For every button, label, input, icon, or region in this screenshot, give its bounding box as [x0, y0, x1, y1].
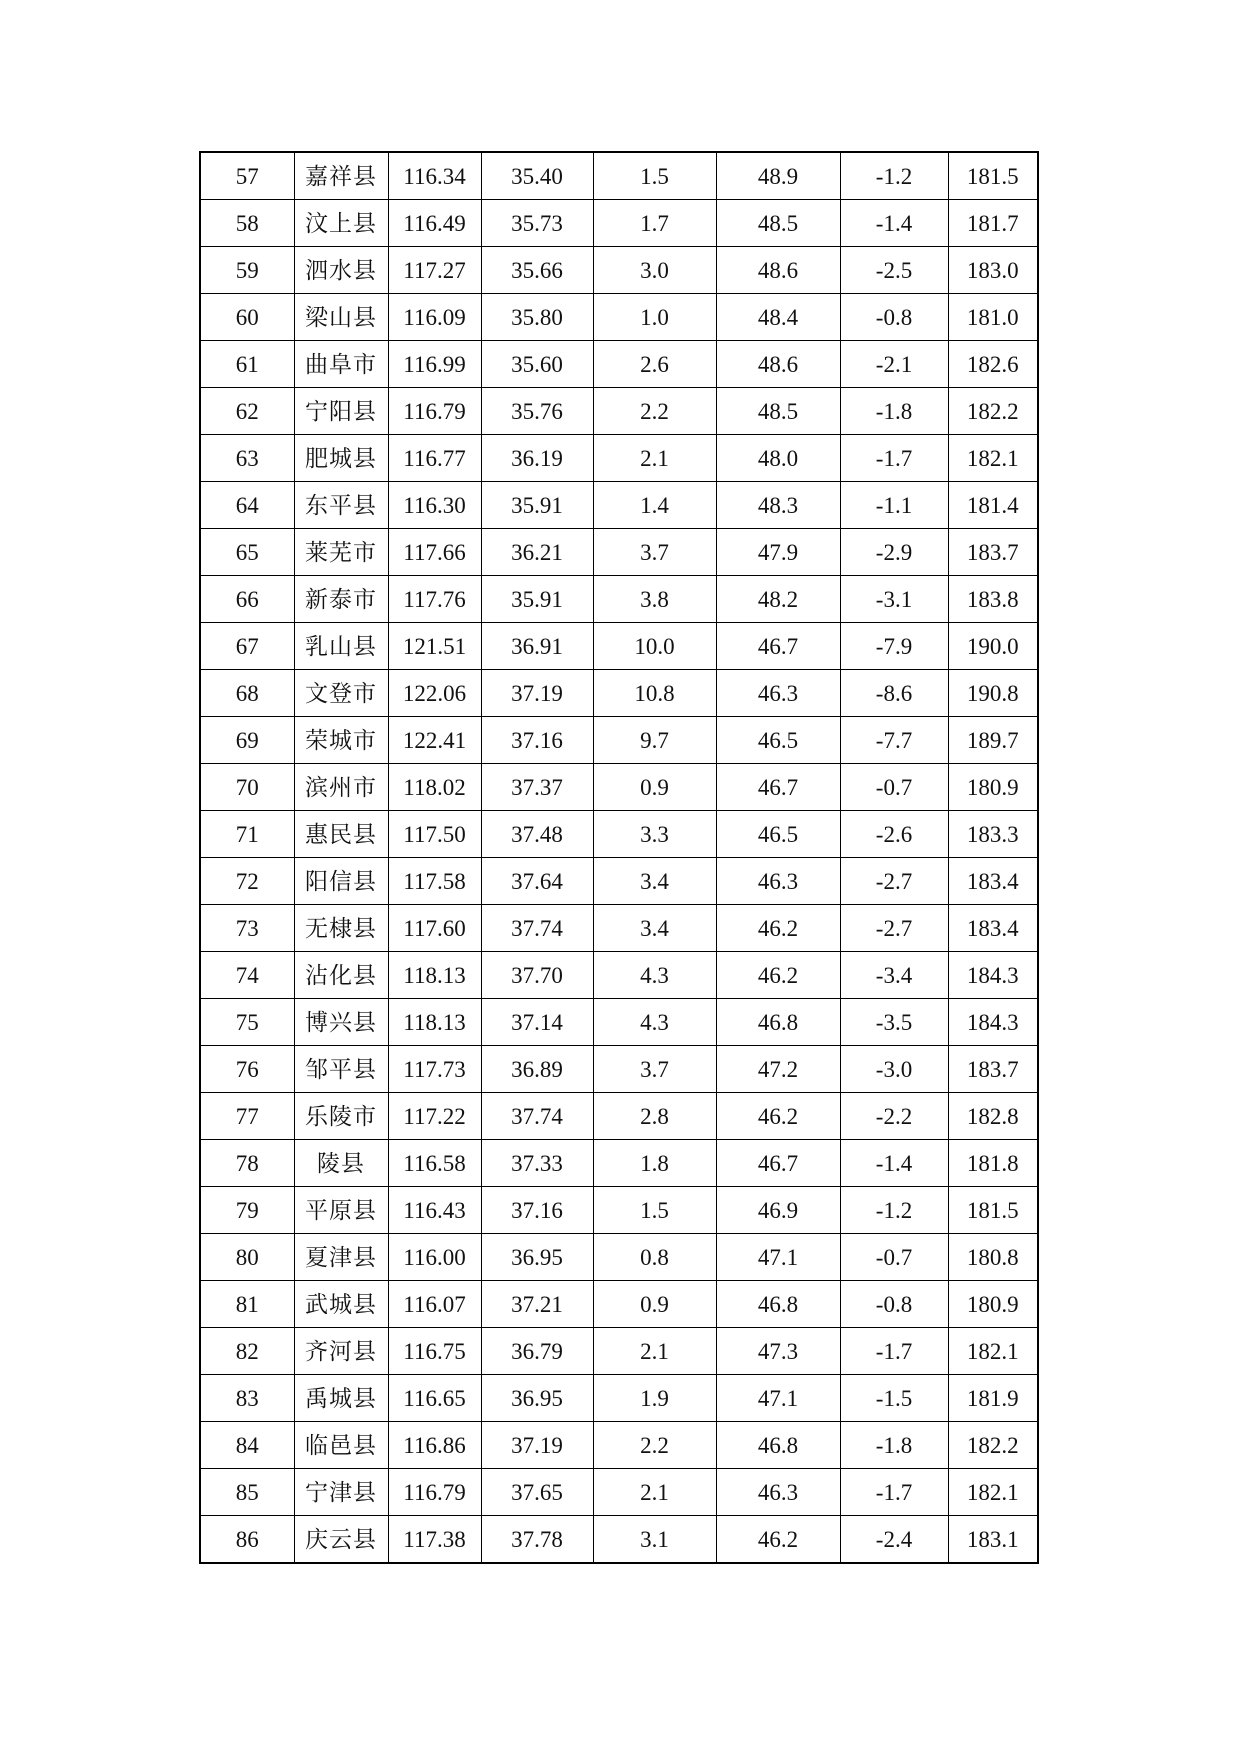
cell-value-b: 46.2: [716, 952, 840, 999]
cell-latitude: 37.19: [481, 670, 593, 717]
cell-value-a: 3.4: [593, 905, 716, 952]
cell-longitude: 116.58: [388, 1140, 481, 1187]
cell-value-b: 46.7: [716, 623, 840, 670]
cell-latitude: 37.48: [481, 811, 593, 858]
table-row: [200, 482, 1038, 529]
cell-value-b: 48.5: [716, 388, 840, 435]
cell-value-c: -2.9: [840, 529, 948, 576]
cell-value-b: 46.5: [716, 811, 840, 858]
cell-value-d: 182.8: [948, 1093, 1038, 1140]
cell-value-b: 48.6: [716, 341, 840, 388]
cell-value-d: 183.7: [948, 1046, 1038, 1093]
cell-index: 76: [200, 1046, 294, 1093]
cell-latitude: 37.33: [481, 1140, 593, 1187]
cell-value-b: 47.1: [716, 1375, 840, 1422]
cell-latitude: 35.73: [481, 200, 593, 247]
cell-county-name: 宁津县: [294, 1469, 388, 1516]
cell-latitude: 35.91: [481, 576, 593, 623]
cell-latitude: 36.91: [481, 623, 593, 670]
cell-latitude: 37.74: [481, 905, 593, 952]
cell-county-name: 汶上县: [294, 200, 388, 247]
cell-index: 57: [200, 152, 294, 200]
cell-value-d: 183.1: [948, 1516, 1038, 1564]
cell-index: 72: [200, 858, 294, 905]
cell-value-b: 46.3: [716, 858, 840, 905]
cell-longitude: 116.77: [388, 435, 481, 482]
cell-longitude: 116.79: [388, 1469, 481, 1516]
cell-longitude: 116.99: [388, 341, 481, 388]
cell-value-c: -1.7: [840, 435, 948, 482]
cell-value-c: -3.1: [840, 576, 948, 623]
table-row: [200, 529, 1038, 576]
cell-value-b: 46.7: [716, 1140, 840, 1187]
cell-value-c: -1.4: [840, 1140, 948, 1187]
cell-county-name: 乐陵市: [294, 1093, 388, 1140]
cell-value-a: 10.0: [593, 623, 716, 670]
cell-latitude: 35.60: [481, 341, 593, 388]
cell-index: 61: [200, 341, 294, 388]
cell-value-b: 48.5: [716, 200, 840, 247]
cell-index: 65: [200, 529, 294, 576]
cell-value-d: 183.3: [948, 811, 1038, 858]
cell-value-d: 181.7: [948, 200, 1038, 247]
cell-latitude: 37.65: [481, 1469, 593, 1516]
cell-value-d: 182.1: [948, 435, 1038, 482]
cell-value-c: -0.7: [840, 764, 948, 811]
cell-county-name: 曲阜市: [294, 341, 388, 388]
cell-value-d: 182.2: [948, 388, 1038, 435]
cell-index: 82: [200, 1328, 294, 1375]
cell-value-a: 9.7: [593, 717, 716, 764]
table-row: [200, 999, 1038, 1046]
table-row: [200, 152, 1038, 200]
cell-value-a: 1.5: [593, 1187, 716, 1234]
cell-longitude: 117.76: [388, 576, 481, 623]
cell-latitude: 37.74: [481, 1093, 593, 1140]
cell-value-c: -2.2: [840, 1093, 948, 1140]
cell-longitude: 116.49: [388, 200, 481, 247]
cell-longitude: 116.09: [388, 294, 481, 341]
table-row: [200, 1187, 1038, 1234]
cell-value-d: 183.4: [948, 905, 1038, 952]
cell-value-c: -7.9: [840, 623, 948, 670]
cell-value-c: -0.7: [840, 1234, 948, 1281]
table-row: [200, 1469, 1038, 1516]
cell-value-d: 183.4: [948, 858, 1038, 905]
table-row: [200, 1234, 1038, 1281]
cell-latitude: 35.80: [481, 294, 593, 341]
cell-county-name: 莱芜市: [294, 529, 388, 576]
cell-value-d: 189.7: [948, 717, 1038, 764]
cell-value-d: 181.8: [948, 1140, 1038, 1187]
cell-value-d: 180.9: [948, 764, 1038, 811]
cell-value-c: -2.6: [840, 811, 948, 858]
cell-value-b: 46.2: [716, 905, 840, 952]
cell-index: 78: [200, 1140, 294, 1187]
cell-longitude: 118.13: [388, 952, 481, 999]
cell-latitude: 36.21: [481, 529, 593, 576]
cell-index: 83: [200, 1375, 294, 1422]
table-row: [200, 623, 1038, 670]
cell-value-b: 46.3: [716, 670, 840, 717]
table-row: [200, 1281, 1038, 1328]
cell-index: 84: [200, 1422, 294, 1469]
cell-longitude: 122.06: [388, 670, 481, 717]
cell-value-c: -2.1: [840, 341, 948, 388]
cell-index: 81: [200, 1281, 294, 1328]
table-row: [200, 576, 1038, 623]
data-table: [199, 151, 1039, 1564]
table-row: [200, 247, 1038, 294]
table-row: [200, 341, 1038, 388]
cell-value-d: 190.8: [948, 670, 1038, 717]
cell-value-b: 46.3: [716, 1469, 840, 1516]
table-row: [200, 905, 1038, 952]
cell-county-name: 平原县: [294, 1187, 388, 1234]
cell-value-d: 190.0: [948, 623, 1038, 670]
cell-value-b: 48.0: [716, 435, 840, 482]
cell-latitude: 36.79: [481, 1328, 593, 1375]
cell-value-d: 183.0: [948, 247, 1038, 294]
table-row: [200, 294, 1038, 341]
cell-county-name: 齐河县: [294, 1328, 388, 1375]
cell-index: 80: [200, 1234, 294, 1281]
cell-index: 77: [200, 1093, 294, 1140]
cell-value-a: 3.3: [593, 811, 716, 858]
cell-value-d: 181.0: [948, 294, 1038, 341]
table-row: [200, 952, 1038, 999]
table-row: [200, 1422, 1038, 1469]
cell-value-d: 183.7: [948, 529, 1038, 576]
table-row: [200, 858, 1038, 905]
cell-latitude: 36.95: [481, 1375, 593, 1422]
cell-county-name: 无棣县: [294, 905, 388, 952]
table-body: [200, 152, 1038, 1563]
table-row: [200, 435, 1038, 482]
cell-longitude: 116.34: [388, 152, 481, 200]
cell-value-a: 3.7: [593, 1046, 716, 1093]
cell-longitude: 117.73: [388, 1046, 481, 1093]
cell-latitude: 37.14: [481, 999, 593, 1046]
cell-county-name: 惠民县: [294, 811, 388, 858]
cell-value-a: 0.8: [593, 1234, 716, 1281]
cell-index: 85: [200, 1469, 294, 1516]
cell-index: 66: [200, 576, 294, 623]
cell-index: 62: [200, 388, 294, 435]
cell-value-a: 3.1: [593, 1516, 716, 1564]
cell-value-d: 182.6: [948, 341, 1038, 388]
cell-value-a: 1.8: [593, 1140, 716, 1187]
cell-county-name: 滨州市: [294, 764, 388, 811]
cell-latitude: 37.16: [481, 1187, 593, 1234]
cell-value-a: 2.6: [593, 341, 716, 388]
cell-county-name: 阳信县: [294, 858, 388, 905]
cell-value-c: -1.2: [840, 152, 948, 200]
cell-latitude: 35.76: [481, 388, 593, 435]
table-row: [200, 1375, 1038, 1422]
cell-index: 69: [200, 717, 294, 764]
cell-county-name: 临邑县: [294, 1422, 388, 1469]
cell-longitude: 118.02: [388, 764, 481, 811]
cell-value-d: 181.4: [948, 482, 1038, 529]
cell-county-name: 泗水县: [294, 247, 388, 294]
cell-value-a: 1.7: [593, 200, 716, 247]
cell-value-c: -7.7: [840, 717, 948, 764]
cell-longitude: 122.41: [388, 717, 481, 764]
cell-value-a: 2.1: [593, 1328, 716, 1375]
cell-longitude: 116.30: [388, 482, 481, 529]
cell-latitude: 37.21: [481, 1281, 593, 1328]
cell-value-b: 46.7: [716, 764, 840, 811]
cell-longitude: 121.51: [388, 623, 481, 670]
cell-value-d: 183.8: [948, 576, 1038, 623]
cell-value-b: 46.2: [716, 1516, 840, 1564]
cell-value-c: -1.8: [840, 1422, 948, 1469]
cell-latitude: 36.95: [481, 1234, 593, 1281]
cell-value-b: 48.3: [716, 482, 840, 529]
cell-value-b: 46.2: [716, 1093, 840, 1140]
cell-index: 67: [200, 623, 294, 670]
cell-value-b: 46.8: [716, 1281, 840, 1328]
cell-county-name: 庆云县: [294, 1516, 388, 1564]
table-row: [200, 670, 1038, 717]
cell-value-a: 2.1: [593, 435, 716, 482]
cell-value-d: 180.9: [948, 1281, 1038, 1328]
cell-value-c: -2.5: [840, 247, 948, 294]
cell-longitude: 117.58: [388, 858, 481, 905]
cell-value-b: 48.2: [716, 576, 840, 623]
cell-longitude: 117.22: [388, 1093, 481, 1140]
cell-value-b: 46.8: [716, 999, 840, 1046]
cell-index: 68: [200, 670, 294, 717]
cell-longitude: 117.60: [388, 905, 481, 952]
cell-county-name: 荣城市: [294, 717, 388, 764]
cell-value-c: -2.4: [840, 1516, 948, 1564]
cell-latitude: 37.70: [481, 952, 593, 999]
cell-value-d: 181.9: [948, 1375, 1038, 1422]
cell-value-b: 46.9: [716, 1187, 840, 1234]
cell-value-a: 3.0: [593, 247, 716, 294]
cell-longitude: 117.27: [388, 247, 481, 294]
cell-longitude: 116.86: [388, 1422, 481, 1469]
cell-value-a: 1.5: [593, 152, 716, 200]
cell-value-d: 184.3: [948, 999, 1038, 1046]
table-row: [200, 388, 1038, 435]
table-row: [200, 1140, 1038, 1187]
cell-longitude: 117.66: [388, 529, 481, 576]
cell-county-name: 陵县: [294, 1140, 388, 1187]
cell-county-name: 沾化县: [294, 952, 388, 999]
cell-index: 60: [200, 294, 294, 341]
cell-value-b: 47.3: [716, 1328, 840, 1375]
cell-value-b: 46.5: [716, 717, 840, 764]
cell-value-a: 3.4: [593, 858, 716, 905]
cell-index: 79: [200, 1187, 294, 1234]
cell-latitude: 36.19: [481, 435, 593, 482]
table-row: [200, 1093, 1038, 1140]
cell-value-b: 47.9: [716, 529, 840, 576]
cell-value-a: 2.1: [593, 1469, 716, 1516]
cell-latitude: 37.16: [481, 717, 593, 764]
cell-county-name: 嘉祥县: [294, 152, 388, 200]
cell-index: 86: [200, 1516, 294, 1564]
cell-value-c: -3.0: [840, 1046, 948, 1093]
table-row: [200, 200, 1038, 247]
cell-value-d: 182.1: [948, 1328, 1038, 1375]
cell-value-b: 48.6: [716, 247, 840, 294]
cell-value-d: 184.3: [948, 952, 1038, 999]
cell-value-c: -2.7: [840, 858, 948, 905]
cell-value-a: 2.8: [593, 1093, 716, 1140]
cell-county-name: 东平县: [294, 482, 388, 529]
cell-value-c: -1.7: [840, 1328, 948, 1375]
cell-value-a: 1.4: [593, 482, 716, 529]
cell-value-a: 1.9: [593, 1375, 716, 1422]
cell-latitude: 35.66: [481, 247, 593, 294]
cell-index: 71: [200, 811, 294, 858]
cell-value-a: 4.3: [593, 952, 716, 999]
cell-county-name: 宁阳县: [294, 388, 388, 435]
cell-index: 63: [200, 435, 294, 482]
cell-value-c: -2.7: [840, 905, 948, 952]
cell-value-d: 182.1: [948, 1469, 1038, 1516]
cell-value-b: 47.1: [716, 1234, 840, 1281]
table-row: [200, 1516, 1038, 1564]
cell-value-c: -1.1: [840, 482, 948, 529]
cell-value-a: 1.0: [593, 294, 716, 341]
cell-latitude: 37.64: [481, 858, 593, 905]
cell-value-a: 4.3: [593, 999, 716, 1046]
cell-value-d: 181.5: [948, 152, 1038, 200]
cell-longitude: 116.79: [388, 388, 481, 435]
cell-county-name: 博兴县: [294, 999, 388, 1046]
cell-value-d: 181.5: [948, 1187, 1038, 1234]
cell-value-c: -1.8: [840, 388, 948, 435]
cell-county-name: 邹平县: [294, 1046, 388, 1093]
cell-county-name: 文登市: [294, 670, 388, 717]
cell-value-a: 2.2: [593, 1422, 716, 1469]
cell-longitude: 116.43: [388, 1187, 481, 1234]
cell-county-name: 肥城县: [294, 435, 388, 482]
cell-value-a: 0.9: [593, 1281, 716, 1328]
cell-county-name: 武城县: [294, 1281, 388, 1328]
cell-value-a: 10.8: [593, 670, 716, 717]
table-row: [200, 764, 1038, 811]
cell-latitude: 35.91: [481, 482, 593, 529]
cell-county-name: 禹城县: [294, 1375, 388, 1422]
cell-index: 73: [200, 905, 294, 952]
cell-value-c: -1.4: [840, 200, 948, 247]
cell-value-b: 47.2: [716, 1046, 840, 1093]
cell-latitude: 35.40: [481, 152, 593, 200]
cell-latitude: 37.78: [481, 1516, 593, 1564]
cell-value-a: 2.2: [593, 388, 716, 435]
cell-index: 74: [200, 952, 294, 999]
cell-latitude: 36.89: [481, 1046, 593, 1093]
cell-value-b: 46.8: [716, 1422, 840, 1469]
cell-county-name: 乳山县: [294, 623, 388, 670]
cell-index: 64: [200, 482, 294, 529]
cell-value-c: -1.2: [840, 1187, 948, 1234]
cell-value-a: 3.7: [593, 529, 716, 576]
cell-value-a: 3.8: [593, 576, 716, 623]
cell-value-c: -1.7: [840, 1469, 948, 1516]
cell-value-c: -1.5: [840, 1375, 948, 1422]
table-row: [200, 1046, 1038, 1093]
cell-value-d: 180.8: [948, 1234, 1038, 1281]
cell-value-c: -3.4: [840, 952, 948, 999]
cell-latitude: 37.19: [481, 1422, 593, 1469]
cell-longitude: 118.13: [388, 999, 481, 1046]
table-row: [200, 1328, 1038, 1375]
cell-longitude: 116.65: [388, 1375, 481, 1422]
cell-index: 59: [200, 247, 294, 294]
cell-value-d: 182.2: [948, 1422, 1038, 1469]
cell-longitude: 117.50: [388, 811, 481, 858]
cell-index: 70: [200, 764, 294, 811]
cell-value-c: -0.8: [840, 294, 948, 341]
cell-index: 58: [200, 200, 294, 247]
cell-value-c: -3.5: [840, 999, 948, 1046]
cell-index: 75: [200, 999, 294, 1046]
table-row: [200, 811, 1038, 858]
cell-longitude: 117.38: [388, 1516, 481, 1564]
cell-value-c: -0.8: [840, 1281, 948, 1328]
cell-value-b: 48.4: [716, 294, 840, 341]
table-row: [200, 717, 1038, 764]
cell-county-name: 新泰市: [294, 576, 388, 623]
cell-longitude: 116.00: [388, 1234, 481, 1281]
cell-latitude: 37.37: [481, 764, 593, 811]
cell-value-c: -8.6: [840, 670, 948, 717]
cell-longitude: 116.75: [388, 1328, 481, 1375]
cell-value-a: 0.9: [593, 764, 716, 811]
cell-longitude: 116.07: [388, 1281, 481, 1328]
cell-value-b: 48.9: [716, 152, 840, 200]
cell-county-name: 梁山县: [294, 294, 388, 341]
cell-county-name: 夏津县: [294, 1234, 388, 1281]
